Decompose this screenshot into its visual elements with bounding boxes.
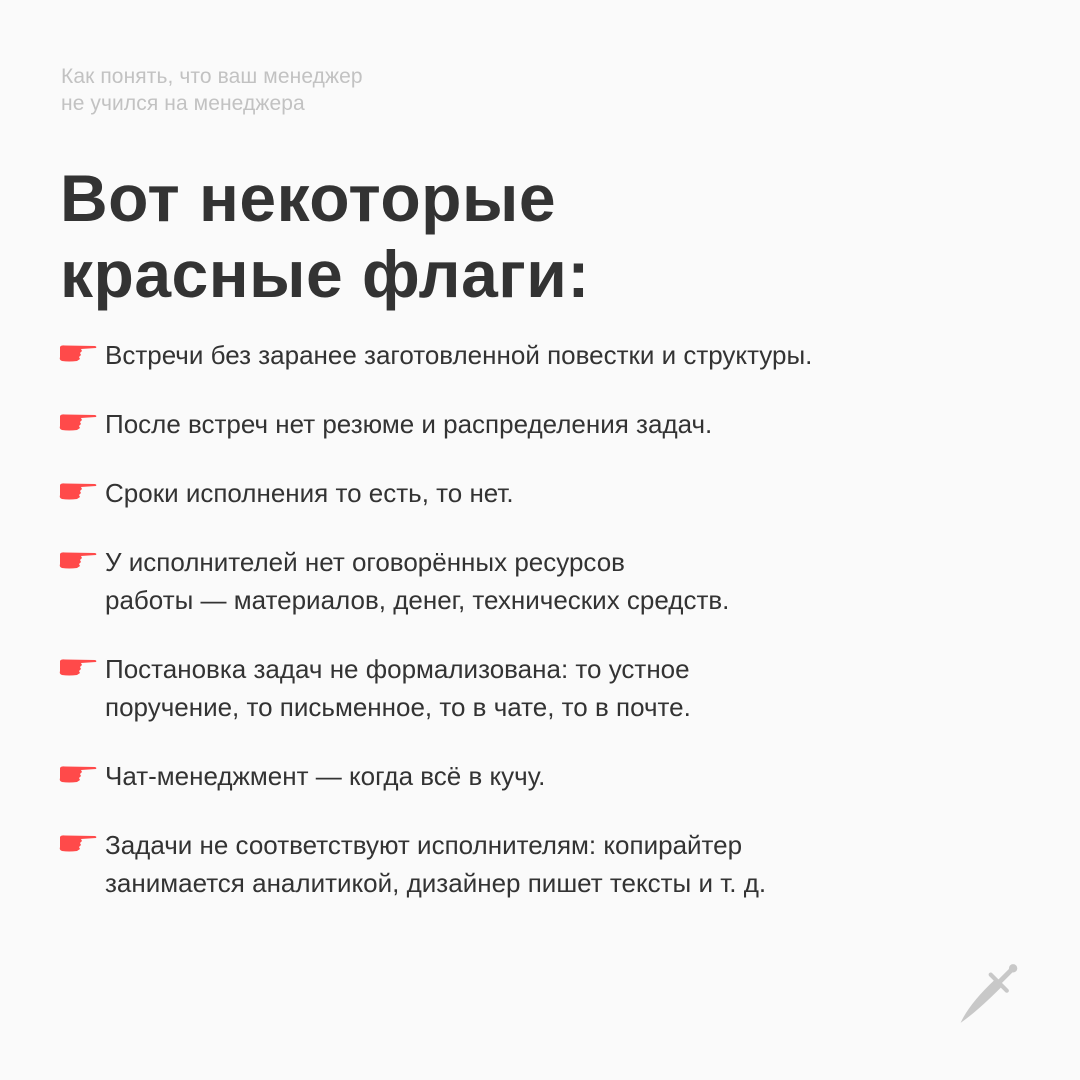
list-item-text-line-1: Задачи не соответствуют исполнителям: копирайтер bbox=[105, 830, 743, 860]
list-item bbox=[59, 405, 812, 443]
dagger-icon bbox=[955, 955, 1025, 1025]
pointing-hand-icon bbox=[59, 659, 97, 677]
list-item-text-line-1: У исполнителей нет оговорённых ресурсов bbox=[105, 547, 625, 577]
subtitle-line-2: не учился на менеджера bbox=[61, 92, 305, 115]
list-item-text: Сроки исполнения то есть, то нет. bbox=[105, 478, 514, 508]
list-item bbox=[59, 474, 812, 512]
list-item-text: Чат-менеджмент — когда всё в кучу. bbox=[105, 761, 546, 791]
list-item-text-line-2: занимается аналитикой, дизайнер пишет тексты и т. д. bbox=[105, 868, 767, 898]
pointing-hand-icon bbox=[59, 766, 97, 784]
pointing-hand-icon bbox=[59, 345, 97, 363]
list-item-text-line-2: поручение, то письменное, то в чате, то в почте. bbox=[105, 692, 691, 722]
red-flags-list bbox=[59, 336, 812, 933]
list-item bbox=[59, 826, 812, 902]
title-line-2: красные флаги: bbox=[60, 237, 590, 311]
title-line-1: Вот некоторые bbox=[60, 161, 557, 235]
pointing-hand-icon bbox=[59, 483, 97, 501]
pointing-hand-icon bbox=[59, 552, 97, 570]
list-item-text: После встреч нет резюме и распределения задач. bbox=[105, 409, 713, 439]
list-item-text-line-1: Постановка задач не формализована: то устное bbox=[105, 654, 690, 684]
pointing-hand-icon bbox=[59, 835, 97, 853]
list-item-text-line-2: работы — материалов, денег, технических средств. bbox=[105, 585, 730, 615]
list-item bbox=[59, 757, 812, 795]
page-title bbox=[60, 160, 590, 312]
list-item bbox=[59, 336, 812, 374]
list-item-text: Встречи без заранее заготовленной повестки и структуры. bbox=[105, 340, 813, 370]
list-item bbox=[59, 543, 812, 619]
list-item bbox=[59, 650, 812, 726]
subtitle bbox=[61, 63, 363, 117]
pointing-hand-icon bbox=[59, 414, 97, 432]
subtitle-line-1: Как понять, что ваш менеджер bbox=[61, 65, 363, 88]
